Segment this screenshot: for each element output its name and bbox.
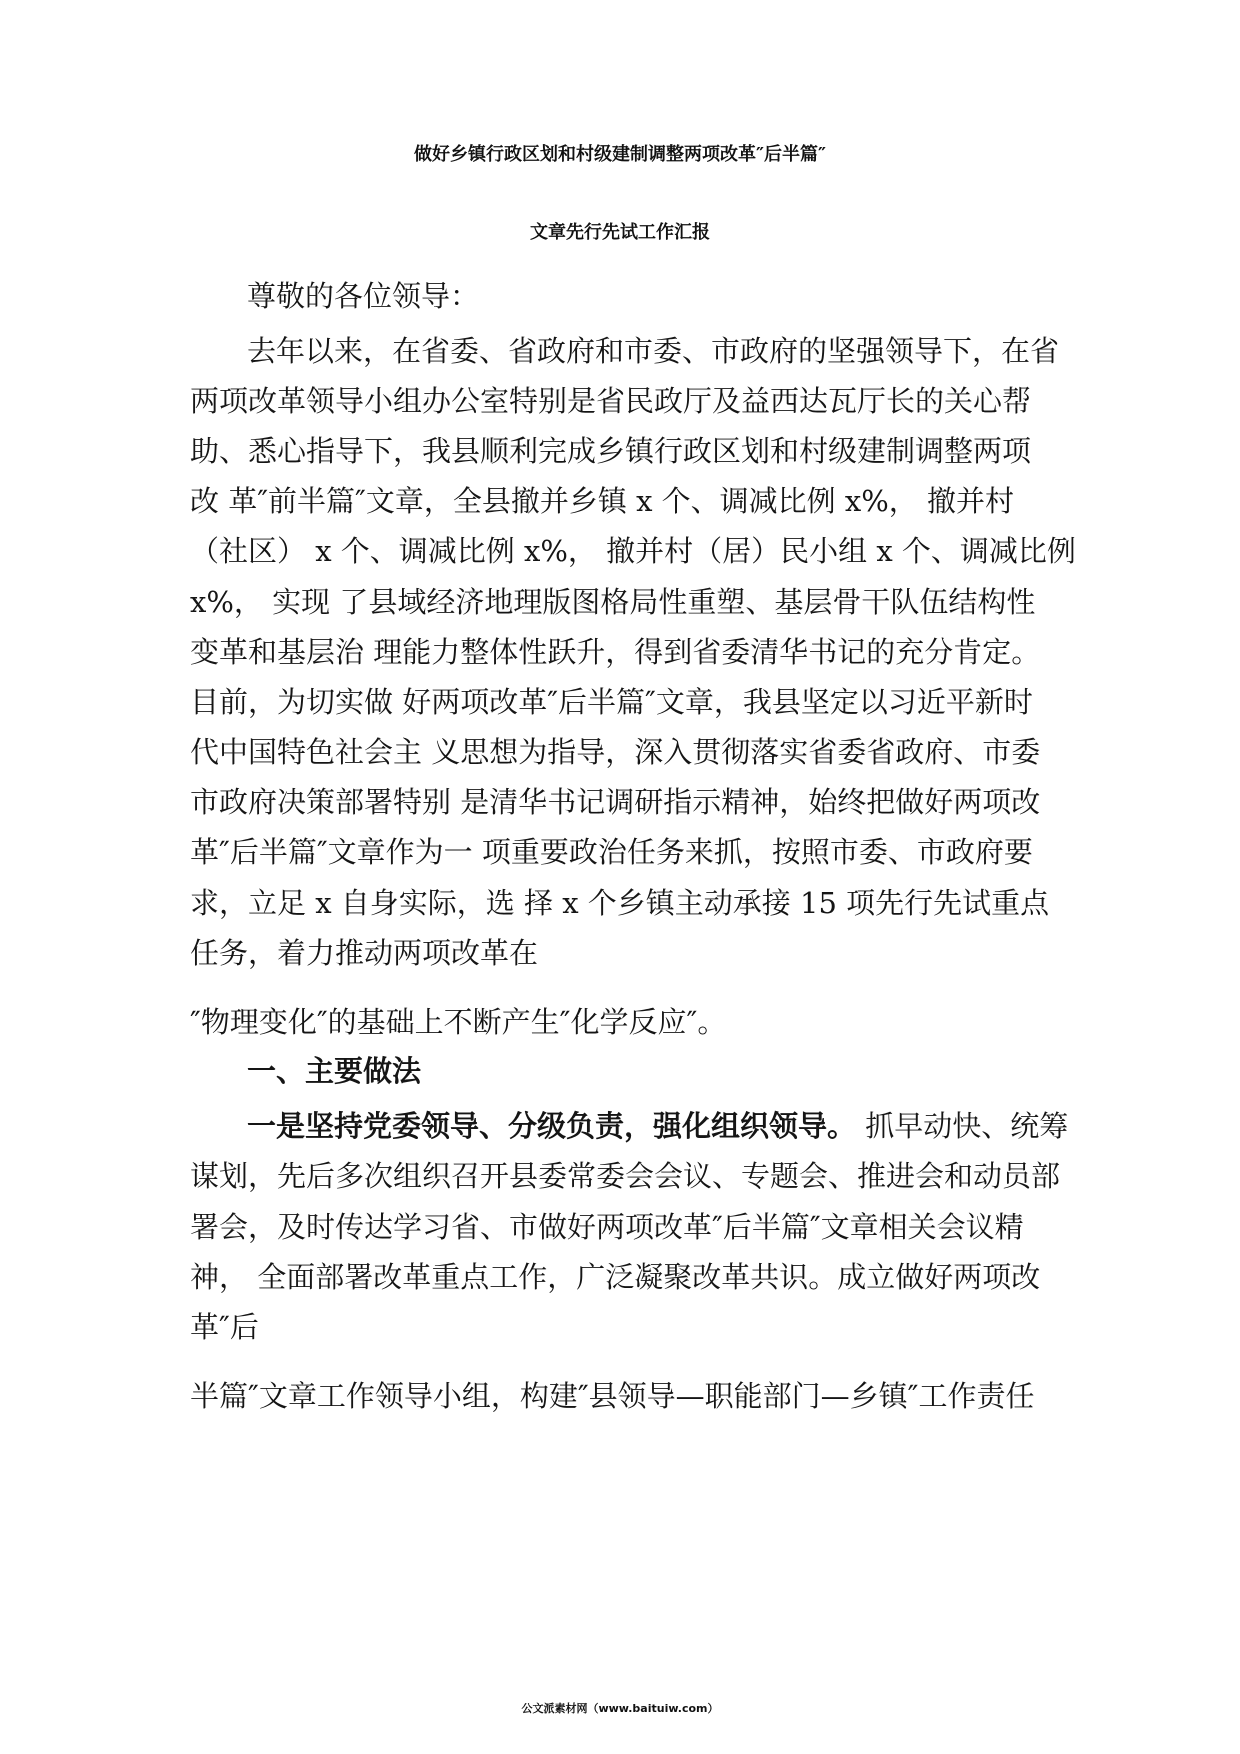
paragraph-line: 神， 全面部署改革重点工作，广泛凝聚改革共识。成立做好两项改 [190,1260,1041,1294]
paragraph-line: 谋划，先后多次组织召开县委常委会会议、专题会、推进会和动员部 [190,1159,1061,1193]
paragraph-line: 目前，为切实做 好两项改革″后半篇″文章，我县坚定以习近平新时 [190,685,1033,719]
salutation: 尊敬的各位领导： [247,279,480,313]
paragraph-line: 代中国特色社会主 义思想为指导，深入贯彻落实省委省政府、市委 [190,735,1041,769]
paragraph-line [247,1109,1068,1143]
paragraph-lead: 一是坚持党委领导、分级负责，强化组织领导。 [247,1109,857,1143]
paragraph-line: 半篇″文章工作领导小组，构建″县领导—职能部门—乡镇″工作责任 [190,1379,1035,1413]
paragraph-line: 任务，着力推动两项改革在 [190,936,539,970]
document-title-line-2: 文章先行先试工作汇报 [530,222,710,243]
paragraph-line: 求，立足 x 自身实际，选 择 x 个乡镇主动承接 15 项先行先试重点 [190,886,1050,920]
paragraph-line: 署会，及时传达学习省、市做好两项改革″后半篇″文章相关会议精 [190,1210,1024,1244]
paragraph-line: ″物理变化″的基础上不断产生″化学反应″。 [190,1005,727,1039]
paragraph-line: （社区） x 个、调减比例 x%， 撤并村（居）民小组 x 个、调减比例 [190,534,1076,568]
paragraph-line: 市政府决策部署特别 是清华书记调研指示精神，始终把做好两项改 [190,785,1041,819]
paragraph-text: 抓早动快、统筹 [856,1109,1069,1143]
paragraph-line: 改 革″前半篇″文章，全县撤并乡镇 x 个、调减比例 x%， 撤并村 [190,484,1015,518]
page-footer: 公文派素材网（www.baituiw.com） [521,1702,719,1715]
paragraph-line: 去年以来，在省委、省政府和市委、市政府的坚强领导下，在省 [247,334,1060,368]
paragraph-line: 变革和基层治 理能力整体性跃升，得到省委清华书记的充分肯定。 [190,635,1041,669]
paragraph-line: 革″后 [190,1310,259,1344]
section-heading: 一、主要做法 [247,1054,422,1088]
paragraph-line: 两项改革领导小组办公室特别是省民政厅及益西达瓦厅长的关心帮 [190,384,1032,418]
paragraph-line: x%， 实现 了县域经济地理版图格局性重塑、基层骨干队伍结构性 [190,585,1036,619]
document-title-line-1: 做好乡镇行政区划和村级建制调整两项改革″后半篇″ [413,144,827,165]
paragraph-line: 革″后半篇″文章作为一 项重要政治任务来抓，按照市委、市政府要 [190,835,1033,869]
paragraph-line: 助、悉心指导下，我县顺利完成乡镇行政区划和村级建制调整两项 [190,434,1032,468]
